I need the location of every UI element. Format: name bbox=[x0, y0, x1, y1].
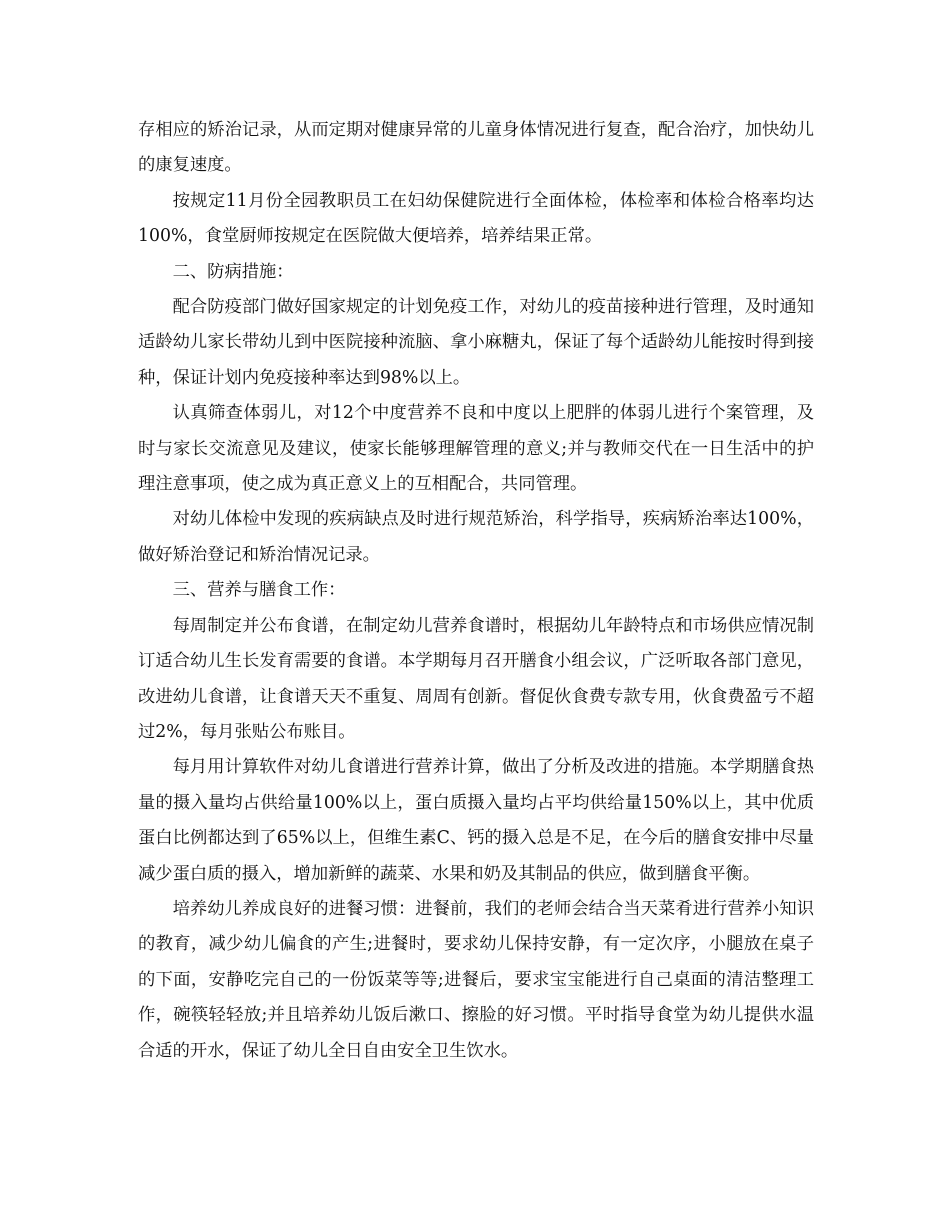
paragraph-immunization: 配合防疫部门做好国家规定的计划免疫工作，对幼儿的疫苗接种进行管理，及时通知适龄幼儿家长带幼儿到中医院接种流脑、拿小麻糖丸，保证了每个适龄幼儿能按时得到接种，保证计划内免疫接种率达到98%以上。 bbox=[138, 297, 814, 388]
paragraph-weak-children: 认真筛查体弱儿，对12个中度营养不良和中度以上肥胖的体弱儿进行个案管理，及时与家长交流意见及建议，使家长能够理解管理的意义;并与教师交代在一日生活中的护理注意事项，使之成为真正意义上的互相配合，共同管理。 bbox=[138, 403, 814, 495]
section-heading-nutrition: 三、营养与膳食工作： bbox=[172, 580, 346, 601]
paragraph-menu: 每周制定并公布食谱，在制定幼儿营养食谱时，根据幼儿年龄特点和市场供应情况制订适合幼儿生长发育需要的食谱。本学期每月召开膳食小组会议，广泛听取各部门意见，改进幼儿食谱，让食谱天天不重复、周周有创新。督促伙食费专款专用，伙食费盈亏不超过2%，每月张贴公布账目。 bbox=[138, 615, 814, 742]
paragraph-correction: 对幼儿体检中发现的疾病缺点及时进行规范矫治，科学指导，疾病矫治率达100%，做好矫治登记和矫治情况记录。 bbox=[138, 509, 814, 565]
paragraph-continuation: 存相应的矫治记录，从而定期对健康异常的儿童身体情况进行复查，配合治疗，加快幼儿的康复速度。 bbox=[138, 120, 814, 176]
paragraph-eating-habits: 培养幼儿养成良好的进餐习惯：进餐前，我们的老师会结合当天菜肴进行营养小知识的教育，减少幼儿偏食的产生;进餐时，要求幼儿保持安静，有一定次序，小腿放在桌子的下面，安静吃完自己的一份饭菜等等;进餐后，要求宝宝能进行自己桌面的清洁整理工作，碗筷轻轻放;并且培养幼儿饭后漱口、擦脸的好习惯。平时指导食堂为幼儿提供水温合适的开水，保证了幼儿全日自由安全卫生饮水。 bbox=[138, 898, 814, 1061]
paragraph-nutrition-calc: 每月用计算软件对幼儿食谱进行营养计算，做出了分析及改进的措施。本学期膳食热量的摄入量均占供给量100%以上，蛋白质摄入量均占平均供给量150%以上，其中优质蛋白比例都达到了65%以上，但维生素C、钙的摄入总是不足，在今后的膳食安排中尽量减少蛋白质的摄入，增加新鲜的蔬菜、水果和奶及其制品的供应，做到膳食平衡。 bbox=[138, 757, 814, 884]
section-heading-disease-prevention: 二、防病措施： bbox=[172, 261, 294, 282]
document-body bbox=[138, 113, 814, 1069]
paragraph-staff-checkup: 按规定11月份全园教职员工在妇幼保健院进行全面体检，体检率和体检合格率均达100%，食堂厨师按规定在医院做大便培养，培养结果正常。 bbox=[138, 190, 814, 247]
